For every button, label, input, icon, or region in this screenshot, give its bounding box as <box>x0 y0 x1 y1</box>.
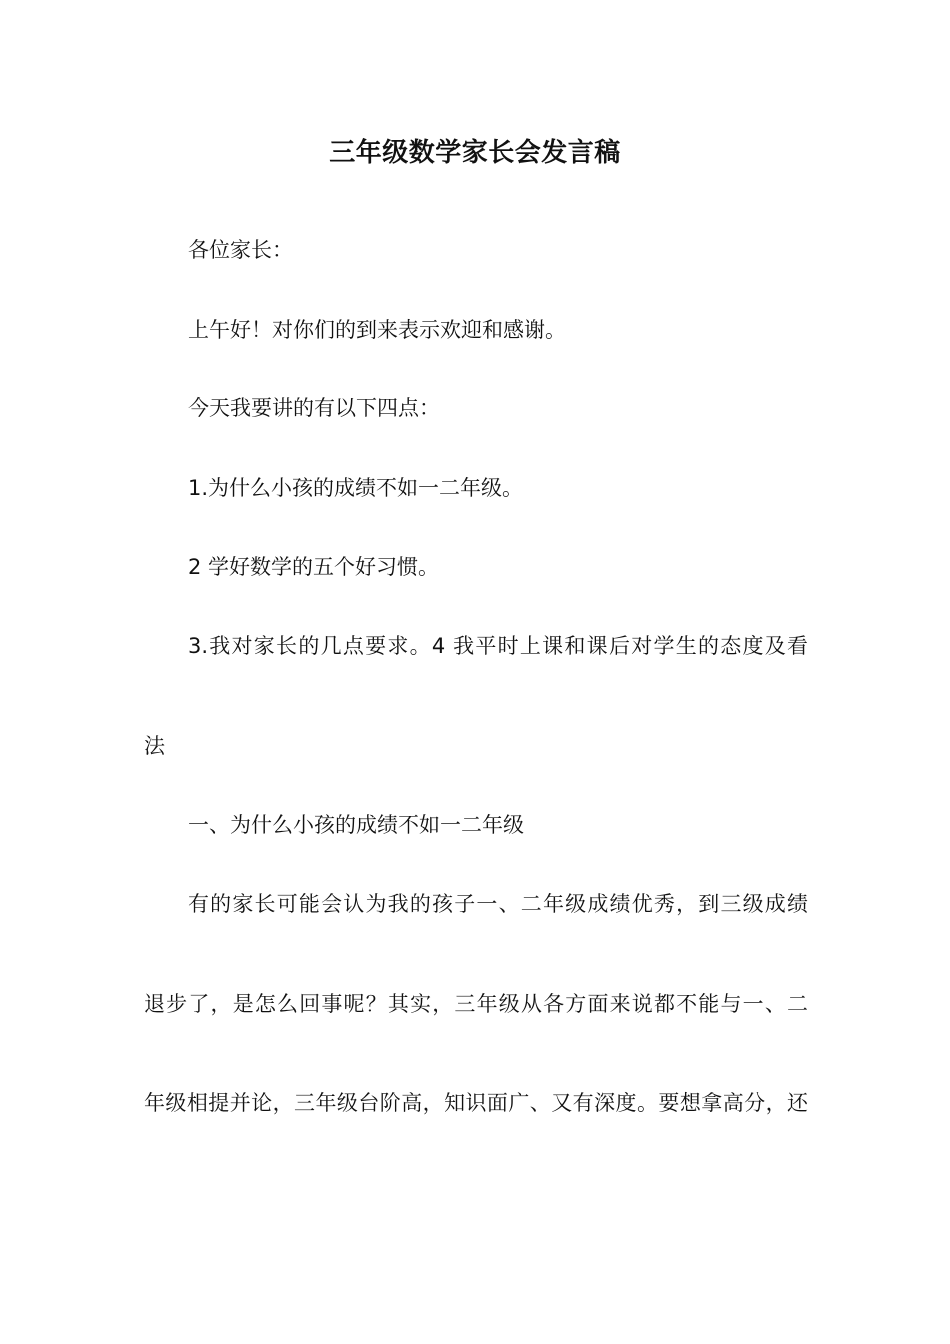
section-heading-1: 一、为什么小孩的成绩不如一二年级 <box>188 813 524 837</box>
greeting: 各位家长： <box>188 238 293 262</box>
agenda-item-1: 1.为什么小孩的成绩不如一二年级。 <box>188 476 524 500</box>
agenda-intro: 今天我要讲的有以下四点： <box>188 396 440 420</box>
document-title: 三年级数学家长会发言稿 <box>329 138 621 168</box>
agenda-item-3-line-2: 法 <box>144 734 165 758</box>
body-paragraph-line-1: 有的家长可能会认为我的孩子一、二年级成绩优秀，到三级成绩 <box>188 892 808 916</box>
agenda-item-2: 2 学好数学的五个好习惯。 <box>188 555 440 579</box>
body-paragraph-line-3: 年级相提并论，三年级台阶高，知识面广、又有深度。要想拿高分，还 <box>144 1091 808 1115</box>
agenda-item-3-line-1: 3.我对家长的几点要求。4 我平时上课和课后对学生的态度及看 <box>188 634 808 658</box>
opening-line: 上午好！对你们的到来表示欢迎和感谢。 <box>188 318 566 342</box>
body-paragraph-line-2: 退步了，是怎么回事呢？其实，三年级从各方面来说都不能与一、二 <box>144 992 808 1016</box>
